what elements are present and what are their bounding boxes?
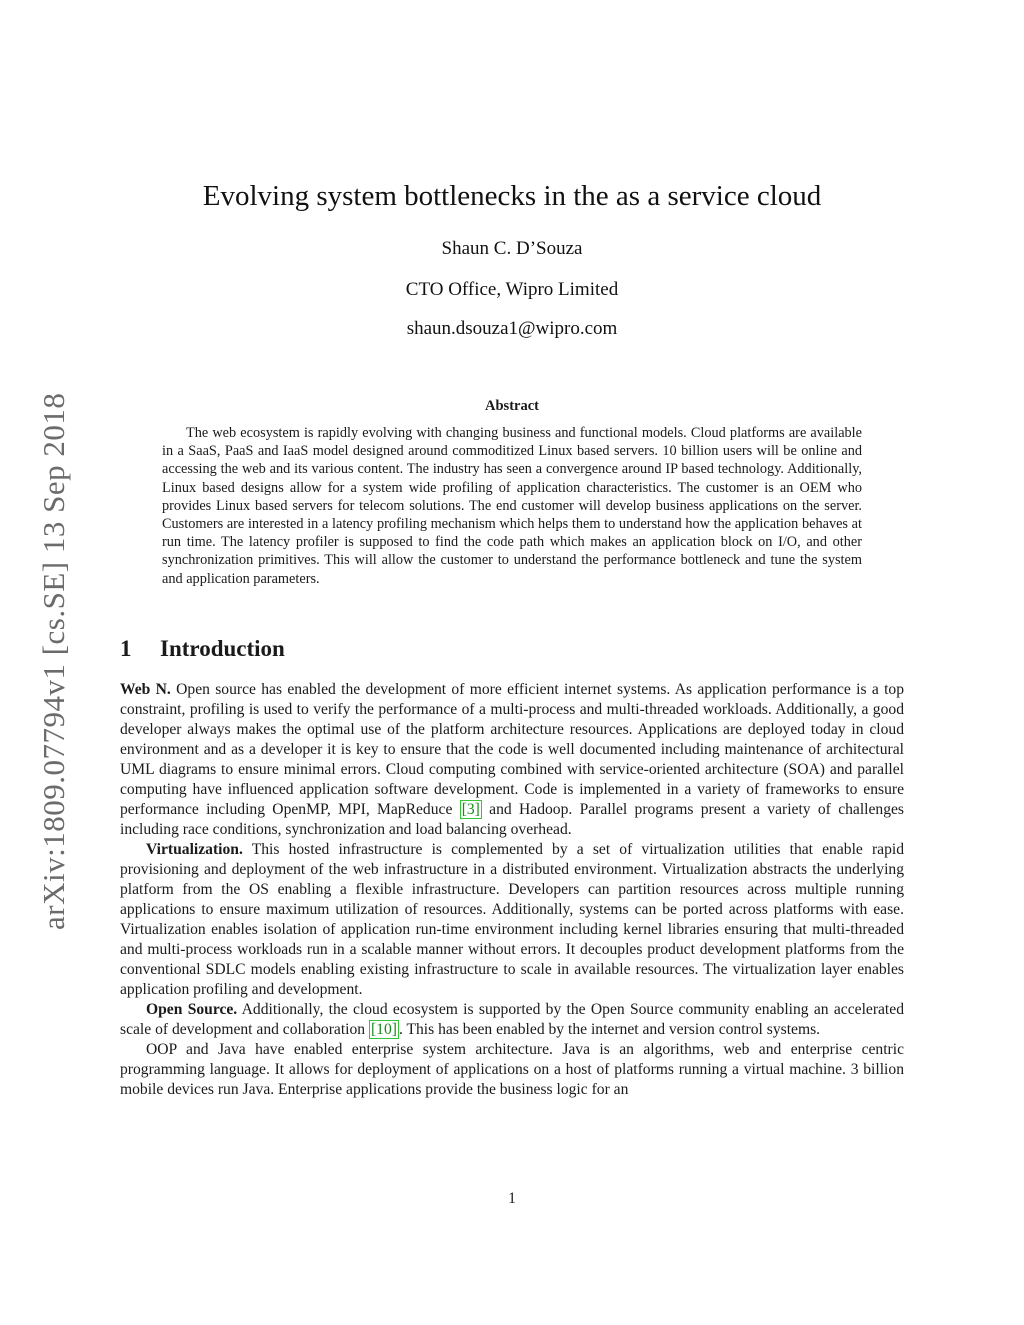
paragraph-open-source-text-part2: . This has been enabled by the internet and version control systems.: [398, 1021, 821, 1038]
paragraph-open-source-text-part1: Additionally, the cloud ecosystem is supported by the Open Source community enabling an accelerated scale of development and collaboration: [120, 1001, 904, 1038]
paragraph-virtualization-lead: Virtualization.: [146, 841, 243, 858]
paragraph-web: [120, 680, 904, 840]
author-email: shaun.dsouza1@wipro.com: [406, 318, 618, 339]
paper-title: Evolving system bottlenecks in the as a service cloud: [202, 180, 822, 212]
author-name: Shaun C. D’Souza: [441, 238, 583, 259]
paragraph-web-lead: Web N.: [120, 681, 171, 698]
citation-link-10[interactable]: [10]: [370, 1021, 397, 1038]
paragraph-oop-java: OOP and Java have enabled enterprise system architecture. Java is an algorithms, web and enterprise centric programming language. It allows for deployment of applications on a host of platforms running a virtual machine. 3 billion mobile devices run Java. Enterprise applications provide the business logic for an: [120, 1041, 904, 1098]
paragraph-virtualization-text: This hosted infrastructure is complemented by a set of virtualization utilities that enable rapid provisioning and deployment of the web infrastructure in a distributed environment. Virtualization abstracts the underlying platform from the OS enabling a flexible infrastructure. Developers can partition resources across multiple running applications to ensure maximum utilization of resources. Additionally, systems can be ported across platforms with ease. Virtualization enables isolation of application run-time environment including kernel libraries ensuring that multi-threaded and multi-process workloads run in a scalable manner without errors. It decouples product development platforms from the conventional SDLC models enabling existing infrastructure to scale in available resources. The virtualization layer enables application profiling and development.: [120, 841, 904, 998]
paragraph-virtualization: [120, 840, 904, 1000]
author-affiliation: CTO Office, Wipro Limited: [405, 279, 619, 300]
section-heading-introduction: [120, 636, 285, 662]
section-title: Introduction: [160, 636, 285, 661]
abstract-text: The web ecosystem is rapidly evolving with changing business and functional models. Cloud platforms are available in a SaaS, PaaS and IaaS model designed around commoditized Linux based servers. 10 billion users will be online and accessing the web and its various content. The industry has seen a convergence around IP based technology. Additionally, Linux based designs allow for a system wide profiling of application characteristics. The customer is an OEM who provides Linux based servers for telecom solutions. The end customer will develop business applications on the server. Customers are interested in a latency profiling mechanism which helps them to understand how the application behaves at run time. The latency profiler is supposed to find the code path which makes an application block on I/O, and other synchronization primitives. This will allow the customer to understand the performance bottleneck and tune the system and application parameters.: [162, 425, 862, 587]
citation-link-3[interactable]: [3]: [461, 801, 480, 818]
arxiv-identifier-stamp: arXiv:1809.07794v1 [cs.SE] 13 Sep 2018: [36, 392, 71, 930]
introduction-body: [120, 680, 904, 1100]
abstract-heading: Abstract: [485, 398, 539, 414]
section-number: 1: [120, 636, 132, 661]
paragraph-open-source: [120, 1000, 904, 1040]
paragraph-web-text-part1: Open source has enabled the development of more efficient internet systems. As application performance is a top constraint, profiling is used to verify the performance of a multi-process and multi-threaded workloads. Additionally, a good developer always makes the optimal use of the platform architecture resources. Applications are deployed today in cloud environment and as a developer it is key to ensure that the code is well documented including maintenance of architectural UML diagrams to ensure minimal errors. Cloud computing combined with service-oriented architecture (SOA) and parallel computing have influenced application software development. Code is implemented in a variety of frameworks to ensure performance including OpenMP, MPI, MapReduce: [120, 681, 904, 818]
paragraph-web-text-part2: and Hadoop. Parallel programs present a variety of challenges including race conditions, synchronization and load balancing overhead.: [120, 801, 904, 838]
paragraph-open-source-lead: Open Source.: [146, 1001, 238, 1018]
page-number: 1: [508, 1190, 516, 1207]
